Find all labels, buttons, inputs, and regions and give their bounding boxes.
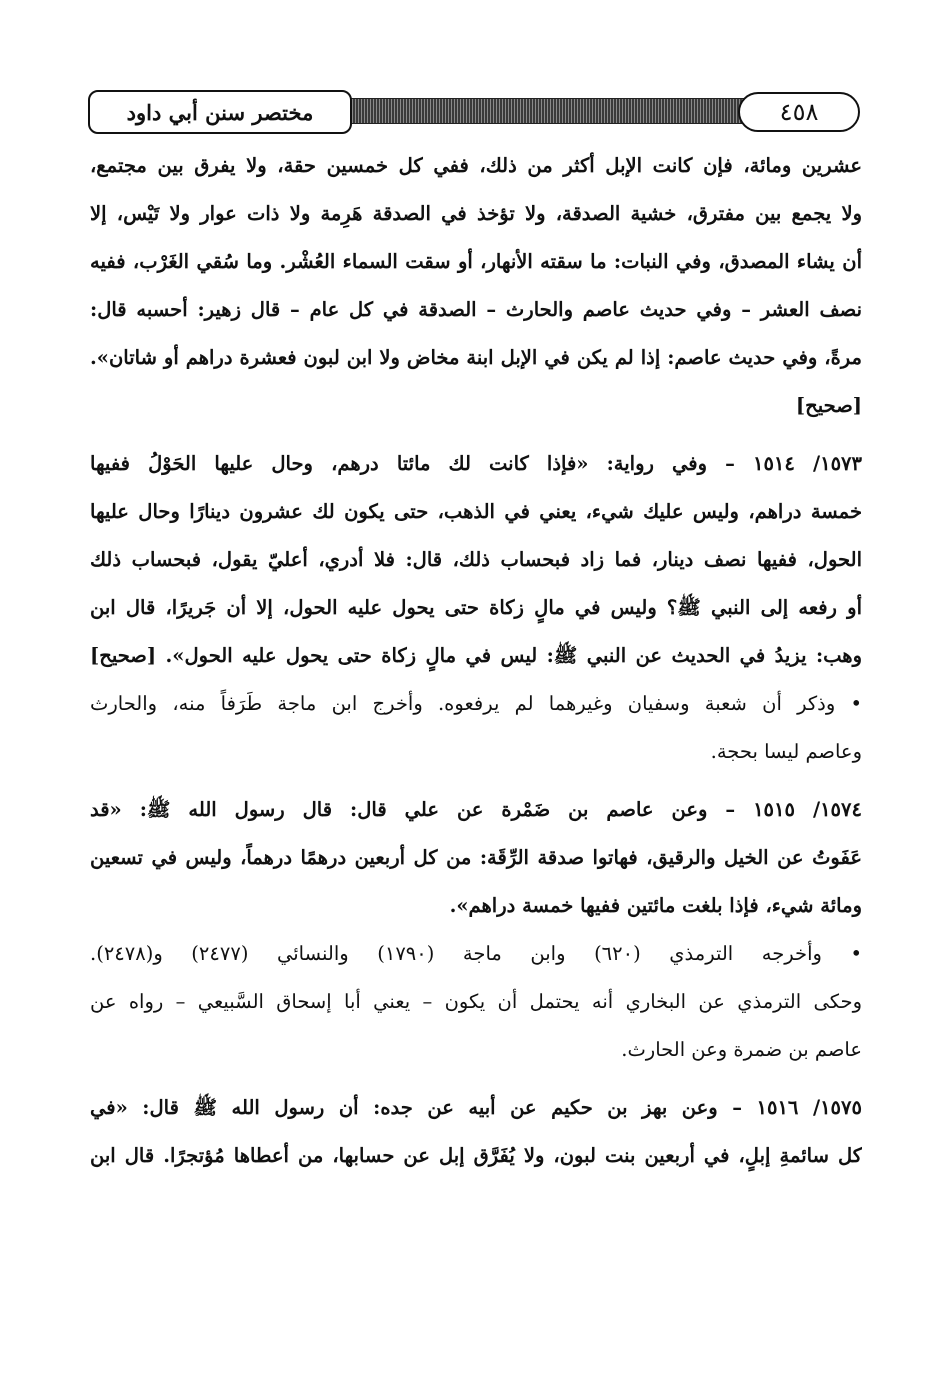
commentary-line: وعاصم ليسا بحجة.	[710, 740, 862, 763]
text-line: مرةً، وفي حديث عاصم: إذا لم يكن في الإبل ابنة مخاض ولا ابن لبون فعشرة دراهم أو شاتان».	[90, 346, 862, 369]
header-decorative-bar	[338, 98, 760, 124]
grade-label: [صحيح]	[795, 394, 862, 417]
text-line: الحول، ففيها نصف دينار، فما زاد فبحساب ذلك، قال: فلا أدري، أعليّ يقول، فبحساب ذلك	[90, 548, 862, 571]
commentary-line: • وأخرجه الترمذي (٦٢٠) وابن ماجة (١٧٩٠) والنسائي (٢٤٧٧) و(٢٤٧٨).	[90, 942, 862, 965]
text-line: ولا يجمع بين مفترق، خشية الصدقة، ولا تؤخذ في الصدقة هَرِمة ولا ذات عوار ولا تَيْس، إلا	[90, 202, 862, 225]
book-title: مختصر سنن أبي داود	[88, 90, 352, 134]
hadith-1575-line: ١٥٧٥/ ١٥١٦ – وعن بهز بن حكيم عن أبيه عن جده: أن رسول الله ﷺ قال: «في	[90, 1096, 862, 1119]
text-line: نصف العشر – وفي حديث عاصم والحارث – الصدقة في كل عام – قال زهير: أحسبه قال:	[90, 298, 862, 321]
hadith-1574-line: ١٥٧٤/ ١٥١٥ – وعن عاصم بن ضَمْرة عن علي قال: قال رسول الله ﷺ: «قد	[90, 798, 862, 821]
text-line: كل سائمةِ إبلٍ، في أربعين بنت لبون، ولا يُفَرَّق إبل عن حسابها، من أعطاها مُؤتجرًا. قال ابن	[90, 1144, 862, 1167]
text-line: أو رفعه إلى النبي ﷺ؟ وليس في مالٍ زكاة حتى يحول عليه الحول، إلا أن جَريرًا، قال ابن	[90, 596, 862, 619]
text-line: عَفَوتُ عن الخيل والرقيق، فهاتوا صدقة الرِّقَة: من كل أربعين درهمًا درهماً، وليس في تسعين	[90, 846, 862, 869]
page-number: ٤٥٨	[738, 92, 860, 132]
hadith-1573-line: ١٥٧٣/ ١٥١٤ – وفي رواية: «فإذا كانت لك مائتا درهم، وحال عليها الحَوْلُ ففيها	[90, 452, 862, 475]
text-line: وهب: يزيدُ في الحديث عن النبي ﷺ: ليس في مالٍ زكاة حتى يحول عليه الحول». [صحيح]	[90, 644, 862, 667]
commentary-line: • وذكر أن شعبة وسفيان وغيرهما لم يرفعوه. وأخرج ابن ماجة طَرَفاً منه، والحارث	[90, 692, 862, 715]
text-line: أن يشاء المصدق، وفي النبات: ما سقته الأنهار، أو سقت السماء العُشْر. وما سُقي الغَرْب، ففيه	[90, 250, 862, 273]
text-line: ومائة شيء، فإذا بلغت مائتين ففيها خمسة دراهم».	[449, 894, 862, 917]
page-body	[90, 142, 862, 1180]
commentary-line: عاصم بن ضمرة وعن الحارث.	[621, 1038, 862, 1061]
commentary-line: وحكى الترمذي عن البخاري أنه يحتمل أن يكون – يعني أبا إسحاق السَّبيعي – رواه عن	[90, 990, 862, 1013]
running-header	[88, 86, 860, 140]
text-line: خمسة دراهم، وليس عليك شيء، يعني في الذهب، حتى يكون لك عشرون دينارًا وحال عليها	[90, 500, 862, 523]
text-line: عشرين ومائة، فإن كانت الإبل أكثر من ذلك، ففي كل خمسين حقة، ولا يفرق بين مجتمع،	[90, 154, 862, 177]
